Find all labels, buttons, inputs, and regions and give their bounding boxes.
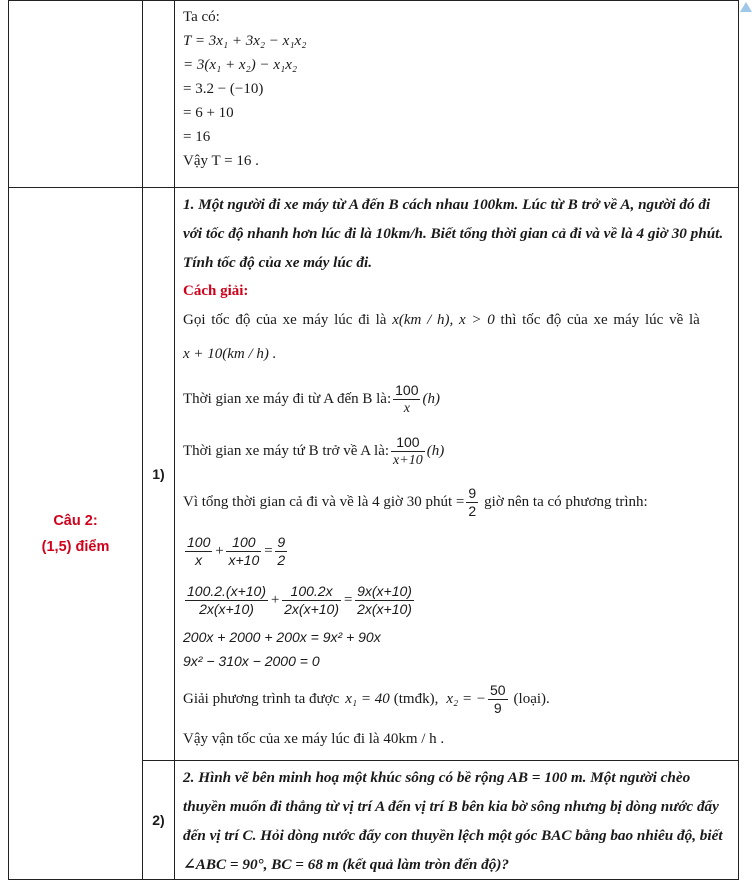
eq2-frac-c (355, 583, 414, 618)
solve-line (183, 673, 732, 725)
equation-1 (183, 527, 732, 575)
line-ta-co: Ta có: (183, 9, 220, 25)
solve-text: Giải phương trình ta được (183, 690, 340, 707)
fraction-numerator: 9 (468, 484, 477, 501)
part-cell (143, 188, 175, 761)
total-text: Vì tổng thời gian cả đi và về là 4 giờ 30 phút = (183, 493, 465, 510)
fraction-numerator: 9x(x+10) (357, 582, 412, 599)
solve-loai: (loại). (513, 690, 550, 707)
question-points: (1,5) điểm (41, 538, 110, 555)
content-cell (175, 188, 739, 761)
equals-sign: = (342, 591, 354, 608)
question-label: Câu 2: (53, 512, 98, 529)
solve-x2-fraction (488, 682, 508, 717)
question-cell-empty (9, 1, 143, 188)
plus-sign: + (270, 591, 281, 608)
line-t-def: T = 3x₁ + 3x₂ − x₁x₂ (183, 33, 307, 49)
fraction-denominator: 2x(x+10) (357, 600, 412, 617)
time-go-unit: (h) (422, 390, 440, 407)
equation-4: 9x² − 310x − 2000 = 0 (183, 653, 320, 669)
table-row (9, 1, 739, 188)
fraction-denominator: 2x(x+10) (199, 600, 254, 617)
part1-problem: 1. Một người đi xe máy từ A đến B cách nhau 100km. Lúc từ B trở về A, người đó đi với tốc độ nhanh hơn lúc đi là 10km/h. Biết tổng thời gian cả đi và về là 4 giờ 30 phút. Tính tốc độ của xe máy lúc đi. (183, 196, 724, 271)
equals-sign: = (263, 542, 274, 559)
fraction-numerator: 9 (277, 533, 286, 550)
corner-logo-icon (738, 0, 754, 14)
part-cell-empty (143, 1, 175, 188)
let-text: Gọi tốc độ của xe máy lúc đi là (183, 312, 387, 328)
time-back-unit: (h) (426, 442, 445, 459)
method-title: Cách giải: (183, 283, 249, 299)
time-back-fraction (391, 434, 425, 469)
eq1-frac-c (275, 534, 287, 569)
fraction-numerator: 100 (226, 534, 261, 552)
part-cell (143, 761, 175, 880)
let-line2 (183, 335, 732, 373)
part1-conclusion: Vậy vận tốc của xe máy lúc đi là 40km / h . (183, 731, 445, 747)
fraction-denominator: x+10 (228, 551, 260, 568)
fraction-denominator: 2 (468, 502, 477, 519)
total-line (183, 477, 732, 527)
line-step2: = 3.2 − (−10) (183, 81, 264, 97)
let-text2: thì tốc độ của xe máy lúc về là (500, 312, 700, 328)
fraction-numerator: 100 (391, 434, 425, 452)
equation-3: 200x + 2000 + 200x = 9x² + 90x (183, 629, 381, 645)
fraction-numerator: 100 (187, 533, 211, 550)
eq2-frac-b (282, 583, 341, 618)
fraction-numerator: 50 (489, 681, 506, 698)
content-cell (175, 1, 739, 188)
document-page (8, 0, 754, 880)
line-step3: = 6 + 10 (183, 105, 234, 121)
fraction-denominator: x (403, 400, 410, 416)
content-cell (175, 761, 739, 880)
line-step1: = 3(x₁ + x₂) − x₁x₂ (183, 57, 298, 73)
let-line (183, 306, 732, 335)
table-row (9, 188, 739, 761)
line-conclusion: Vậy T = 16 . (183, 153, 259, 169)
time-go-fraction (393, 382, 420, 417)
total-fraction (466, 485, 478, 520)
fraction-denominator: 2 (277, 551, 286, 568)
time-go-line (183, 373, 732, 425)
fraction-denominator: 9 (493, 699, 502, 716)
solve-x2: x₂ = − (446, 690, 486, 707)
fraction-numerator: 100.2x (282, 583, 341, 601)
let-var2: x + 10(km / h) . (183, 346, 277, 362)
part1-label: 1) (152, 466, 165, 482)
line-step4: = 16 (183, 129, 211, 145)
part2-label: 2) (152, 812, 165, 828)
solve-x1: x₁ = 40 (345, 690, 390, 707)
fraction-denominator: 2x(x+10) (284, 600, 339, 617)
part2-problem: 2. Hình vẽ bên minh hoạ một khúc sông có bề rộng AB = 100 m. Một người chèo thuyền muốn đi thẳng từ vị trí A đến vị trí B bên kia bờ sông nhưng bị dòng nước đẩy đến vị trí C. Hỏi dòng nước đẩy con thuyền lệch một góc BAC bằng bao nhiêu độ, biết ∠ABC = 90°, BC = 68 m (kết quả làm tròn đến độ)? (183, 769, 723, 873)
solve-tm: (tmđk), (393, 690, 439, 707)
fraction-denominator: x (195, 551, 203, 568)
solution-table (8, 0, 739, 880)
question-cell (9, 188, 143, 880)
plus-sign: + (214, 542, 225, 559)
eq2-frac-a (185, 583, 268, 618)
eq1-frac-a (185, 534, 212, 569)
fraction-numerator: 100 (395, 381, 419, 398)
total-text2: giờ nên ta có phương trình: (484, 493, 648, 510)
time-back-line (183, 425, 732, 477)
eq1-frac-b (226, 534, 261, 569)
time-back-text: Thời gian xe máy tứ B trở về A là: (183, 442, 390, 459)
fraction-numerator: 100.2.(x+10) (187, 582, 266, 599)
let-var: x(km / h), x > 0 (392, 312, 495, 328)
equation-2 (183, 575, 732, 625)
time-go-text: Thời gian xe máy đi từ A đến B là: (183, 390, 392, 407)
fraction-denominator: x+10 (393, 452, 423, 468)
